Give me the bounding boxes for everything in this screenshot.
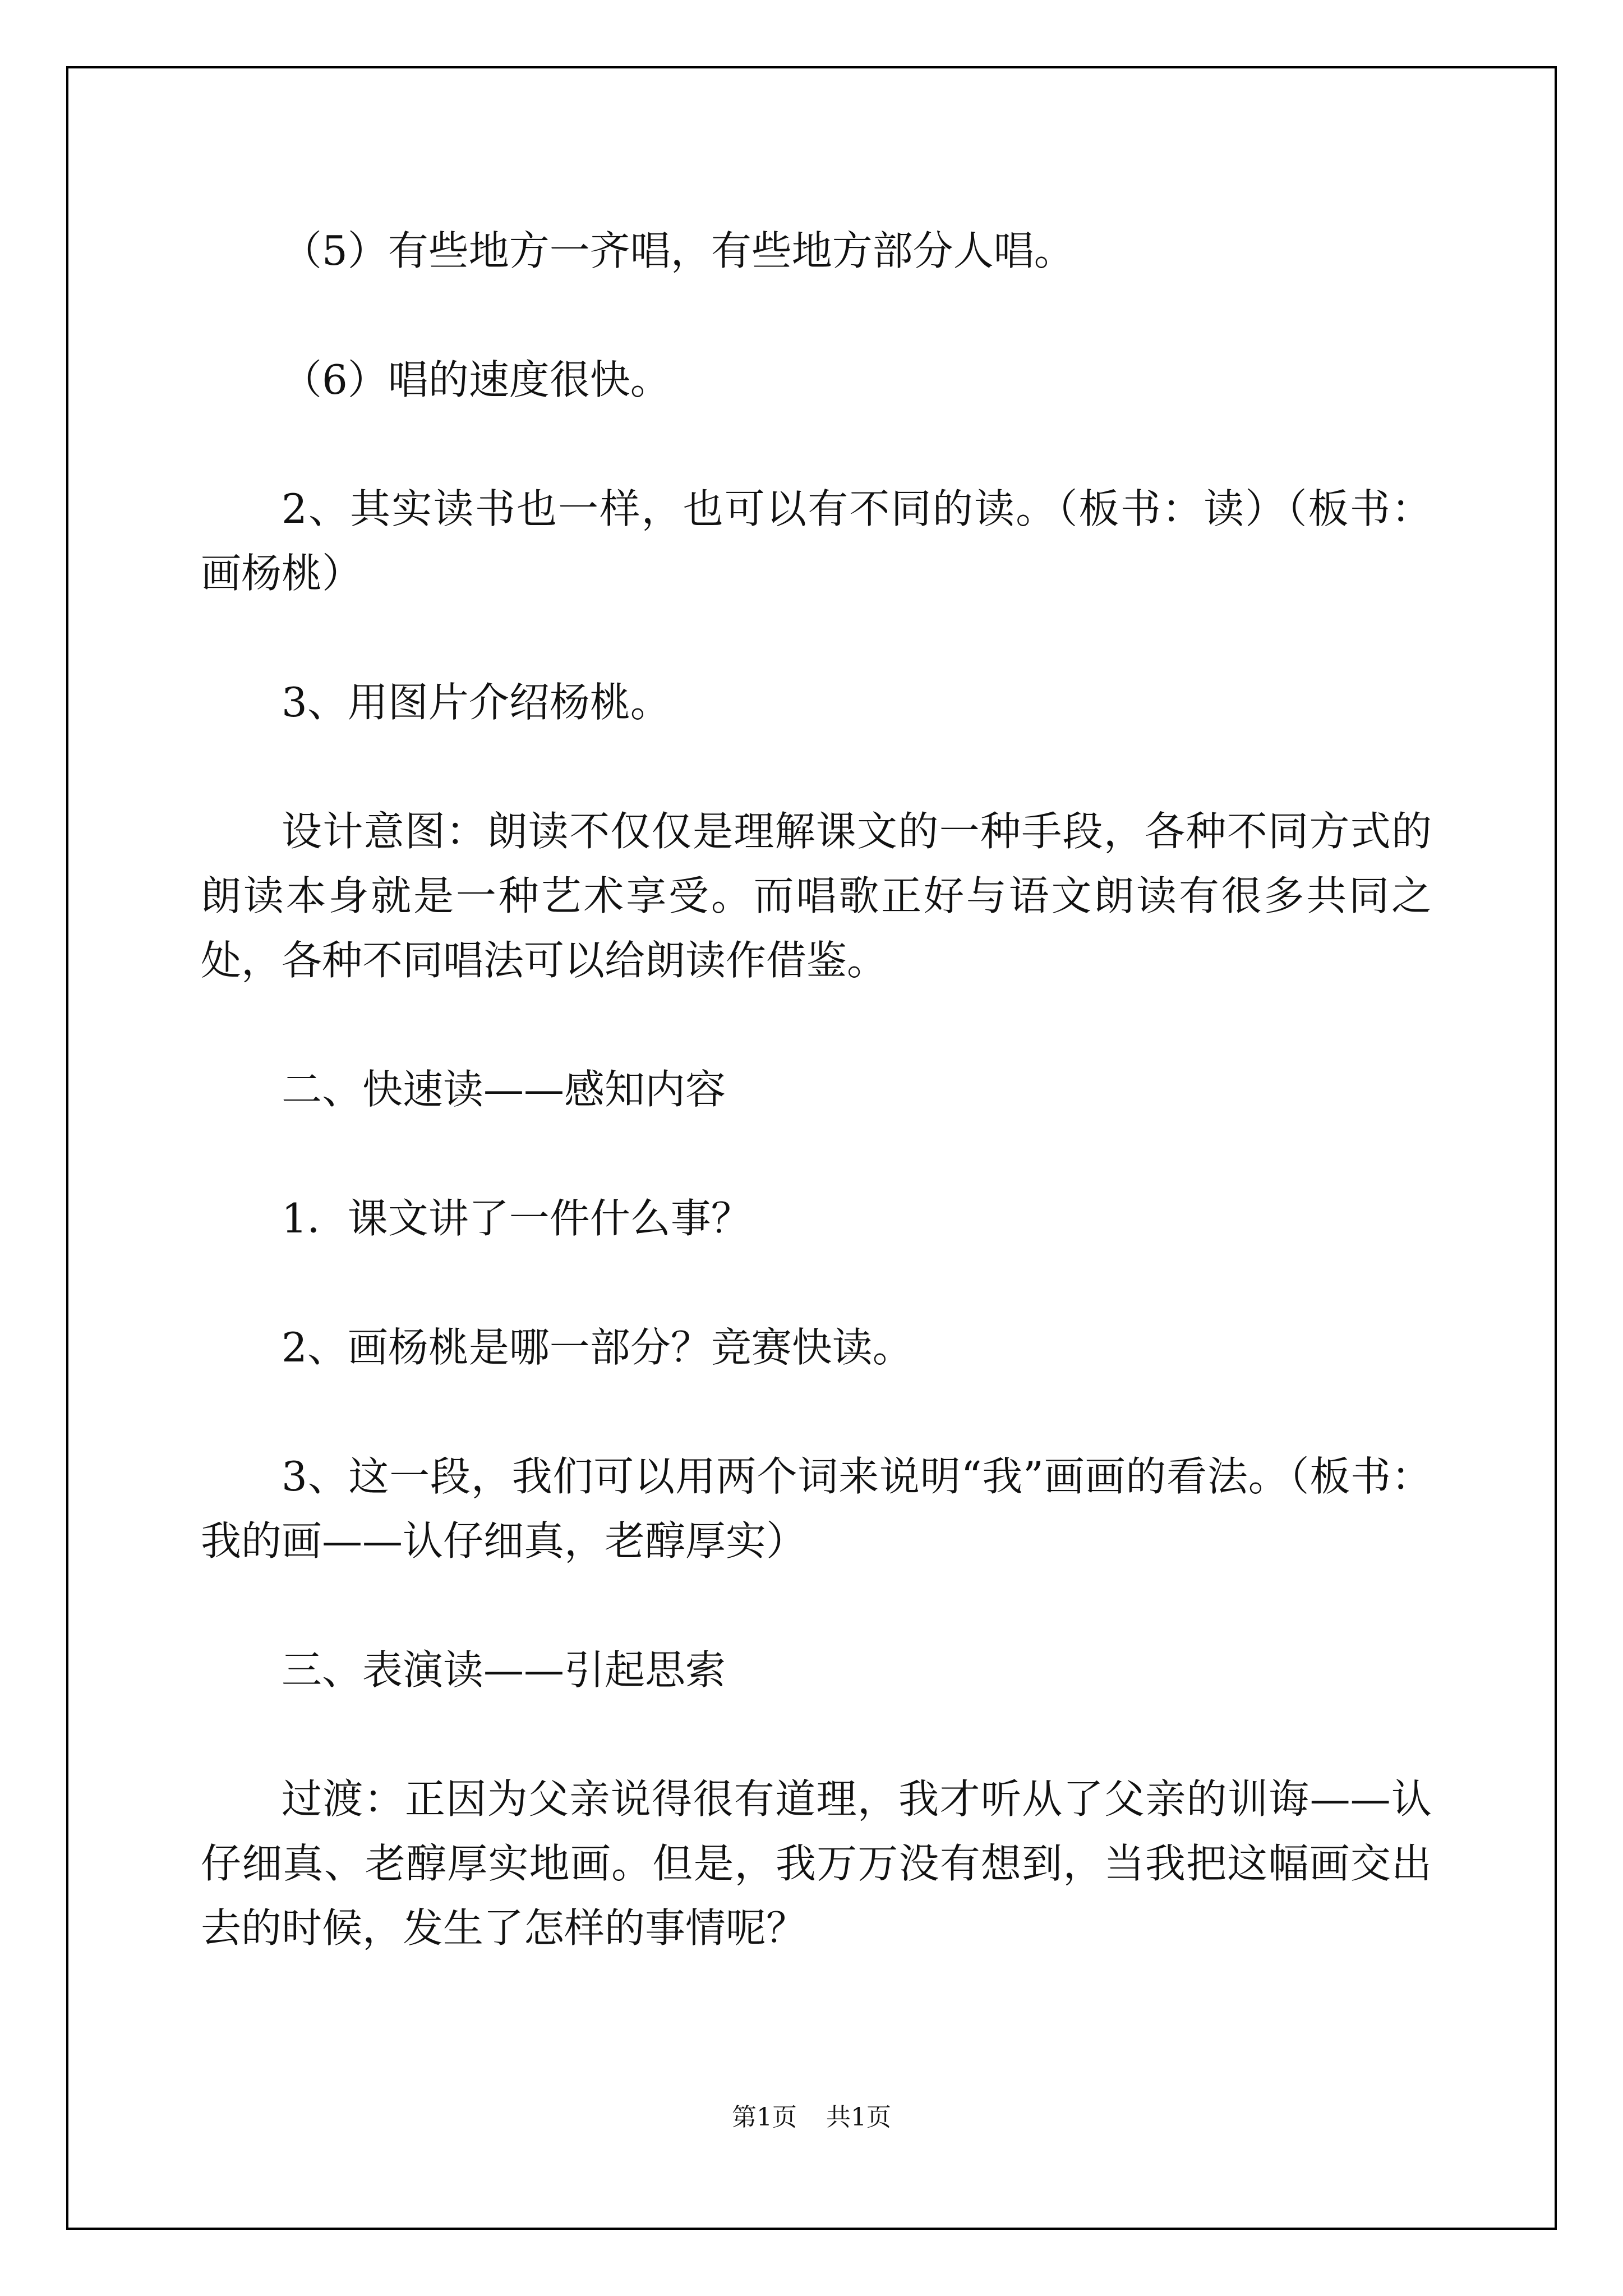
paragraph-6: 二、快速读——感知内容 (282, 1066, 726, 1113)
paragraph-10: 三、表演读——引起思索 (282, 1646, 726, 1694)
page-number-total: 共1页 (826, 2103, 891, 2132)
paragraph-5: 设计意图：朗读不仅仅是理解课文的一种手段，各种不同方式的朗读本身就是一种艺术享受。而唱歌正好与语文朗读有很多共同之处，各种不同唱法可以给朗读作借鉴。 (201, 808, 1432, 984)
paragraph-1: （5）有些地方一齐唱，有些地方部分人唱。 (282, 227, 1075, 274)
paragraph-2: （6）唱的速度很快。 (282, 356, 671, 403)
paragraph-11: 过渡：正因为父亲说得很有道理，我才听从了父亲的训诲——认仔细真、老醇厚实地画。但是，我万万没有想到，当我把这幅画交出去的时候，发生了怎样的事情呢？ (201, 1775, 1432, 1952)
paragraph-7: 1．课文讲了一件什么事？ (282, 1195, 751, 1242)
paragraph-8: 2、画杨桃是哪一部分？竞赛快读。 (282, 1324, 913, 1371)
page-footer (0, 2097, 1623, 2133)
document-body (201, 219, 1432, 2025)
paragraph-4: 3、用图片介绍杨桃。 (282, 679, 671, 726)
paragraph-9: 3、这一段，我们可以用两个词来说明“我”画画的看法。（板书：我的画——认仔细真，老醇厚实） (201, 1453, 1432, 1565)
page-number-current: 第1页 (732, 2103, 797, 2132)
paragraph-3: 2、其实读书也一样，也可以有不同的读。（板书：读）（板书：画杨桃） (201, 485, 1432, 597)
